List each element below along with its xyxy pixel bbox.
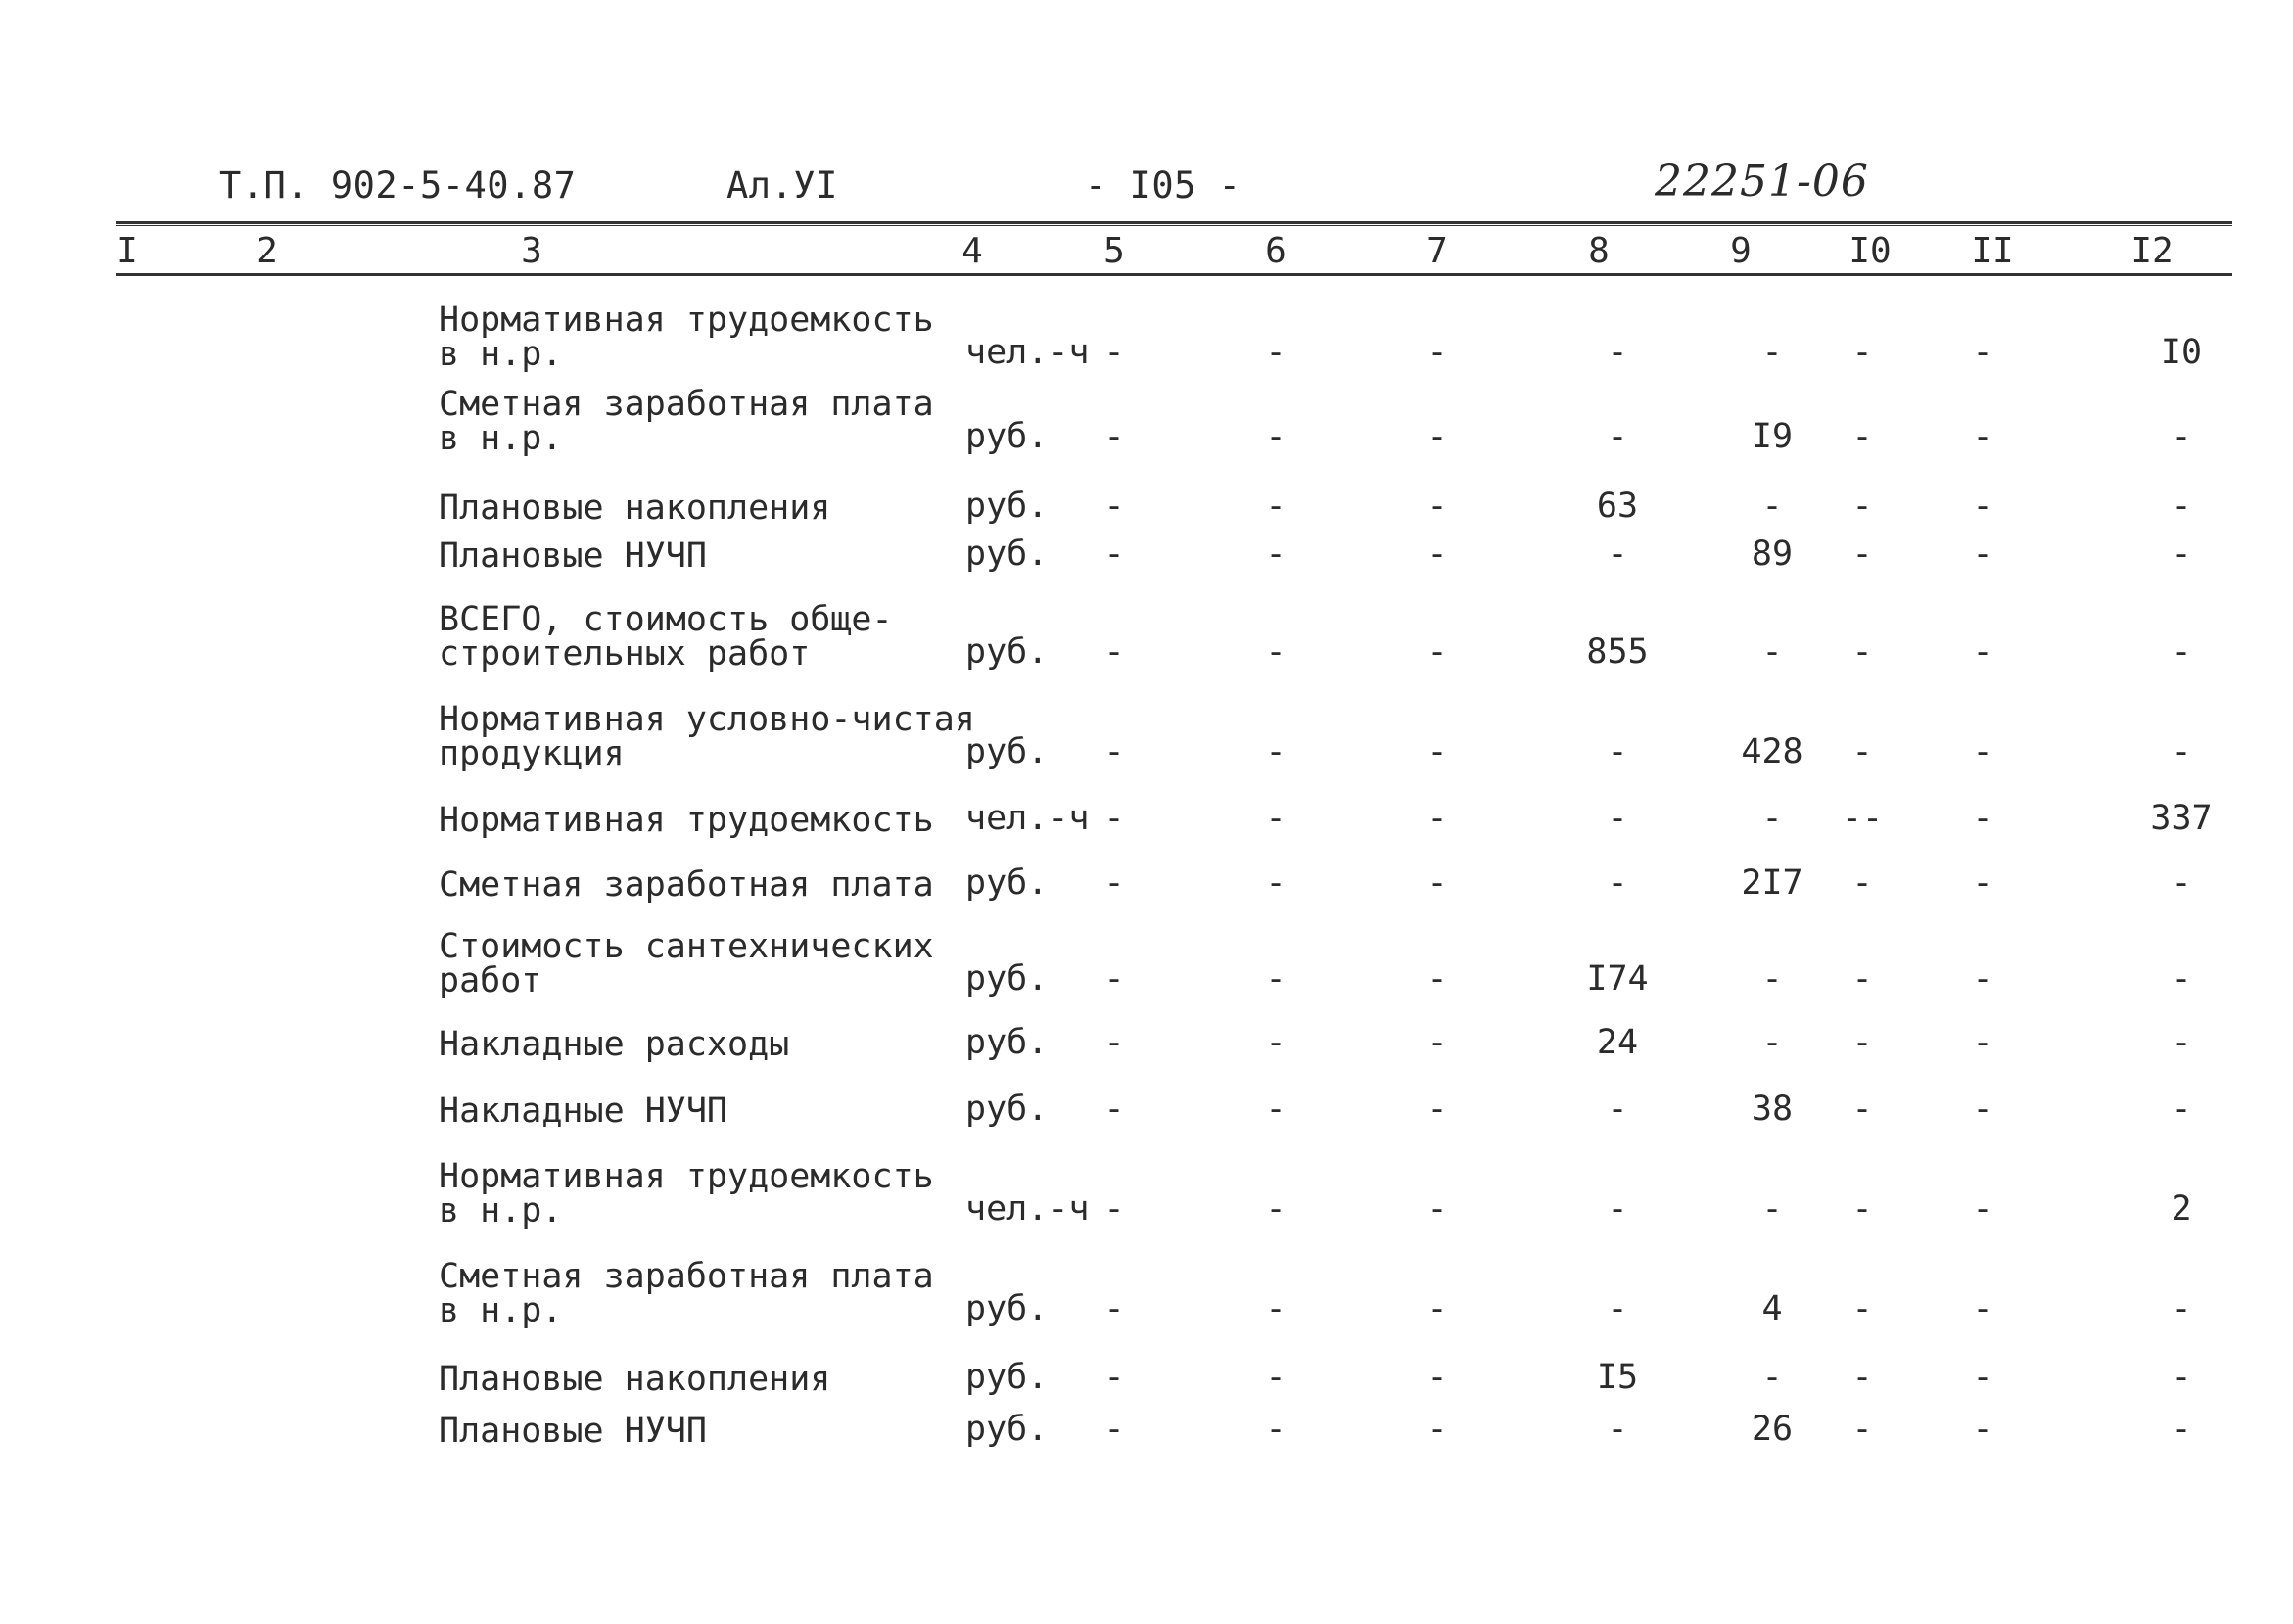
cell-col-10: -	[1851, 417, 1873, 456]
cell-col-5: -	[1103, 487, 1125, 526]
cell-col-12: 337	[2150, 799, 2213, 838]
cell-col-6: -	[1265, 417, 1287, 456]
cell-col-9: -	[1761, 487, 1783, 526]
column-number: 3	[521, 231, 542, 271]
cell-col-8: 24	[1596, 1023, 1639, 1062]
cell-col-11: -	[1972, 1358, 1993, 1397]
row-unit: руб.	[965, 732, 1049, 771]
cell-col-11: -	[1972, 1289, 1993, 1328]
cell-col-9: -	[1761, 1189, 1783, 1229]
row-description: Сметная заработная плата в н.р.	[439, 1257, 934, 1330]
cell-col-6: -	[1265, 333, 1287, 372]
table-row	[0, 495, 2293, 574]
cell-col-6: -	[1265, 863, 1287, 903]
row-description: Плановые НУЧП	[439, 1412, 707, 1451]
table-row	[0, 1370, 2293, 1449]
header-rule-bottom	[116, 273, 2232, 276]
cell-col-10: -	[1851, 732, 1873, 771]
cell-col-12: -	[2171, 1289, 2192, 1328]
cell-col-7: -	[1427, 417, 1448, 456]
row-description: Накладные расходы	[439, 1025, 790, 1064]
cell-col-11: -	[1972, 732, 1993, 771]
cell-col-7: -	[1427, 487, 1448, 526]
cell-col-11: -	[1972, 799, 1993, 838]
cell-col-8: -	[1607, 534, 1628, 574]
cell-col-6: -	[1265, 534, 1287, 574]
inventory-number: 22251-06	[1655, 157, 1869, 207]
table-row	[0, 593, 2293, 672]
cell-col-6: -	[1265, 1358, 1287, 1397]
row-description: Накладные НУЧП	[439, 1091, 728, 1131]
cell-col-12: -	[2171, 1090, 2192, 1129]
row-unit: чел.-ч	[965, 799, 1090, 838]
cell-col-6: -	[1265, 632, 1287, 672]
cell-col-6: -	[1265, 1410, 1287, 1449]
cell-col-7: -	[1427, 799, 1448, 838]
row-unit: руб.	[965, 534, 1049, 574]
cell-col-11: -	[1972, 1410, 1993, 1449]
cell-col-9: -	[1761, 632, 1783, 672]
column-number: I0	[1848, 231, 1892, 271]
cell-col-9: -	[1761, 1358, 1783, 1397]
cell-col-12: I0	[2160, 333, 2203, 372]
row-description: Стоимость сантехнических работ	[439, 927, 934, 1000]
cell-col-7: -	[1427, 1189, 1448, 1229]
row-description: Нормативная трудоемкость	[439, 801, 934, 840]
cell-col-12: -	[2171, 487, 2192, 526]
row-description: Плановые накопления	[439, 488, 831, 528]
cell-col-10: -	[1851, 1358, 1873, 1397]
cell-col-8: -	[1607, 1289, 1628, 1328]
row-description: Плановые накопления	[439, 1360, 831, 1399]
column-number: I	[117, 231, 138, 271]
cell-col-5: -	[1103, 1289, 1125, 1328]
cell-col-7: -	[1427, 1410, 1448, 1449]
cell-col-11: -	[1972, 632, 1993, 672]
cell-col-5: -	[1103, 417, 1125, 456]
column-number: 8	[1588, 231, 1610, 271]
table-row	[0, 1050, 2293, 1129]
cell-col-10: -	[1851, 333, 1873, 372]
cell-col-10: -	[1851, 1289, 1873, 1328]
cell-col-8: I5	[1596, 1358, 1639, 1397]
cell-col-5: -	[1103, 333, 1125, 372]
cell-col-9: -	[1761, 1023, 1783, 1062]
cell-col-11: -	[1972, 417, 1993, 456]
table-row	[0, 1150, 2293, 1229]
row-unit: руб.	[965, 417, 1049, 456]
cell-col-12: -	[2171, 959, 2192, 998]
column-number: 9	[1730, 231, 1752, 271]
table-row	[0, 294, 2293, 372]
header-rule-top	[116, 221, 2232, 224]
row-unit: руб.	[965, 959, 1049, 998]
column-number: 5	[1103, 231, 1125, 271]
cell-col-8: -	[1607, 1410, 1628, 1449]
cell-col-12: 2	[2171, 1189, 2192, 1229]
row-description: Плановые НУЧП	[439, 536, 707, 576]
cell-col-5: -	[1103, 732, 1125, 771]
cell-col-9: 26	[1751, 1410, 1794, 1449]
cell-col-8: -	[1607, 732, 1628, 771]
cell-col-10: -	[1851, 1090, 1873, 1129]
cell-col-12: -	[2171, 1410, 2192, 1449]
document-code: Т.П. 902-5-40.87	[219, 164, 577, 207]
cell-col-7: -	[1427, 863, 1448, 903]
cell-col-5: -	[1103, 959, 1125, 998]
row-description: Сметная заработная плата	[439, 865, 934, 905]
cell-col-6: -	[1265, 799, 1287, 838]
cell-col-5: -	[1103, 1189, 1125, 1229]
cell-col-12: -	[2171, 632, 2192, 672]
column-number: 4	[961, 231, 983, 271]
cell-col-7: -	[1427, 1023, 1448, 1062]
cell-col-8: -	[1607, 863, 1628, 903]
album-number: Ал.УI	[726, 164, 838, 207]
cell-col-8: 855	[1586, 632, 1649, 672]
cell-col-12: -	[2171, 732, 2192, 771]
cell-col-11: -	[1972, 1189, 1993, 1229]
cell-col-8: I74	[1586, 959, 1649, 998]
cell-col-5: -	[1103, 1090, 1125, 1129]
row-description: ВСЕГО, стоимость обще- строительных работ	[439, 600, 893, 673]
cell-col-10: -	[1851, 632, 1873, 672]
cell-col-8: -	[1607, 333, 1628, 372]
cell-col-10: -	[1851, 863, 1873, 903]
cell-col-5: -	[1103, 1358, 1125, 1397]
cell-col-8: -	[1607, 417, 1628, 456]
table-row	[0, 378, 2293, 456]
cell-col-6: -	[1265, 959, 1287, 998]
column-number: II	[1971, 231, 2014, 271]
cell-col-5: -	[1103, 1410, 1125, 1449]
row-unit: руб.	[965, 1289, 1049, 1328]
cell-col-11: -	[1972, 1090, 1993, 1129]
cell-col-5: -	[1103, 863, 1125, 903]
cell-col-9: 2I7	[1741, 863, 1803, 903]
cell-col-6: -	[1265, 1289, 1287, 1328]
row-description: Нормативная условно-чистая продукция	[439, 700, 975, 773]
cell-col-10: -	[1851, 959, 1873, 998]
row-unit: руб.	[965, 1090, 1049, 1129]
row-unit: руб.	[965, 1358, 1049, 1397]
cell-col-10: -	[1851, 1023, 1873, 1062]
cell-col-9: -	[1761, 959, 1783, 998]
row-description: Нормативная трудоемкость в н.р.	[439, 301, 934, 374]
cell-col-11: -	[1972, 863, 1993, 903]
cell-col-8: 63	[1596, 487, 1639, 526]
row-unit: чел.-ч	[965, 333, 1090, 372]
cell-col-12: -	[2171, 1023, 2192, 1062]
column-number: 6	[1265, 231, 1287, 271]
cell-col-10: -	[1851, 534, 1873, 574]
column-number: 7	[1427, 231, 1448, 271]
cell-col-10: --	[1841, 799, 1884, 838]
cell-col-9: 4	[1761, 1289, 1783, 1328]
cell-col-7: -	[1427, 333, 1448, 372]
cell-col-9: 89	[1751, 534, 1794, 574]
cell-col-7: -	[1427, 1358, 1448, 1397]
cell-col-8: -	[1607, 799, 1628, 838]
row-unit: руб.	[965, 632, 1049, 672]
cell-col-7: -	[1427, 1289, 1448, 1328]
cell-col-12: -	[2171, 534, 2192, 574]
cell-col-9: -	[1761, 799, 1783, 838]
row-unit: руб.	[965, 1410, 1049, 1449]
cell-col-12: -	[2171, 1358, 2192, 1397]
cell-col-9: I9	[1751, 417, 1794, 456]
cell-col-6: -	[1265, 1189, 1287, 1229]
cell-col-11: -	[1972, 487, 1993, 526]
row-description: Нормативная трудоемкость в н.р.	[439, 1157, 934, 1230]
column-number: 2	[257, 231, 278, 271]
cell-col-5: -	[1103, 1023, 1125, 1062]
cell-col-12: -	[2171, 863, 2192, 903]
cell-col-6: -	[1265, 732, 1287, 771]
cell-col-11: -	[1972, 959, 1993, 998]
column-number: I2	[2130, 231, 2174, 271]
cell-col-7: -	[1427, 959, 1448, 998]
cell-col-8: -	[1607, 1189, 1628, 1229]
cell-col-10: -	[1851, 487, 1873, 526]
row-unit: руб.	[965, 1023, 1049, 1062]
cell-col-8: -	[1607, 1090, 1628, 1129]
row-description: Сметная заработная плата в н.р.	[439, 385, 934, 458]
cell-col-7: -	[1427, 732, 1448, 771]
row-unit: чел.-ч	[965, 1189, 1090, 1229]
cell-col-5: -	[1103, 799, 1125, 838]
cell-col-6: -	[1265, 1023, 1287, 1062]
cell-col-7: -	[1427, 534, 1448, 574]
cell-col-12: -	[2171, 417, 2192, 456]
cell-col-6: -	[1265, 487, 1287, 526]
cell-col-11: -	[1972, 333, 1993, 372]
table-row	[0, 1250, 2293, 1328]
page-number: - I05 -	[1085, 164, 1241, 207]
cell-col-11: -	[1972, 1023, 1993, 1062]
cell-col-11: -	[1972, 534, 1993, 574]
cell-col-7: -	[1427, 632, 1448, 672]
row-unit: руб.	[965, 863, 1049, 903]
cell-col-9: 38	[1751, 1090, 1794, 1129]
cell-col-10: -	[1851, 1189, 1873, 1229]
cell-col-6: -	[1265, 1090, 1287, 1129]
cell-col-5: -	[1103, 534, 1125, 574]
cell-col-5: -	[1103, 632, 1125, 672]
cell-col-9: -	[1761, 333, 1783, 372]
cell-col-10: -	[1851, 1410, 1873, 1449]
cell-col-7: -	[1427, 1090, 1448, 1129]
cell-col-9: 428	[1741, 732, 1803, 771]
row-unit: руб.	[965, 487, 1049, 526]
table-row	[0, 824, 2293, 903]
header-rule-top-thin	[116, 225, 2232, 226]
